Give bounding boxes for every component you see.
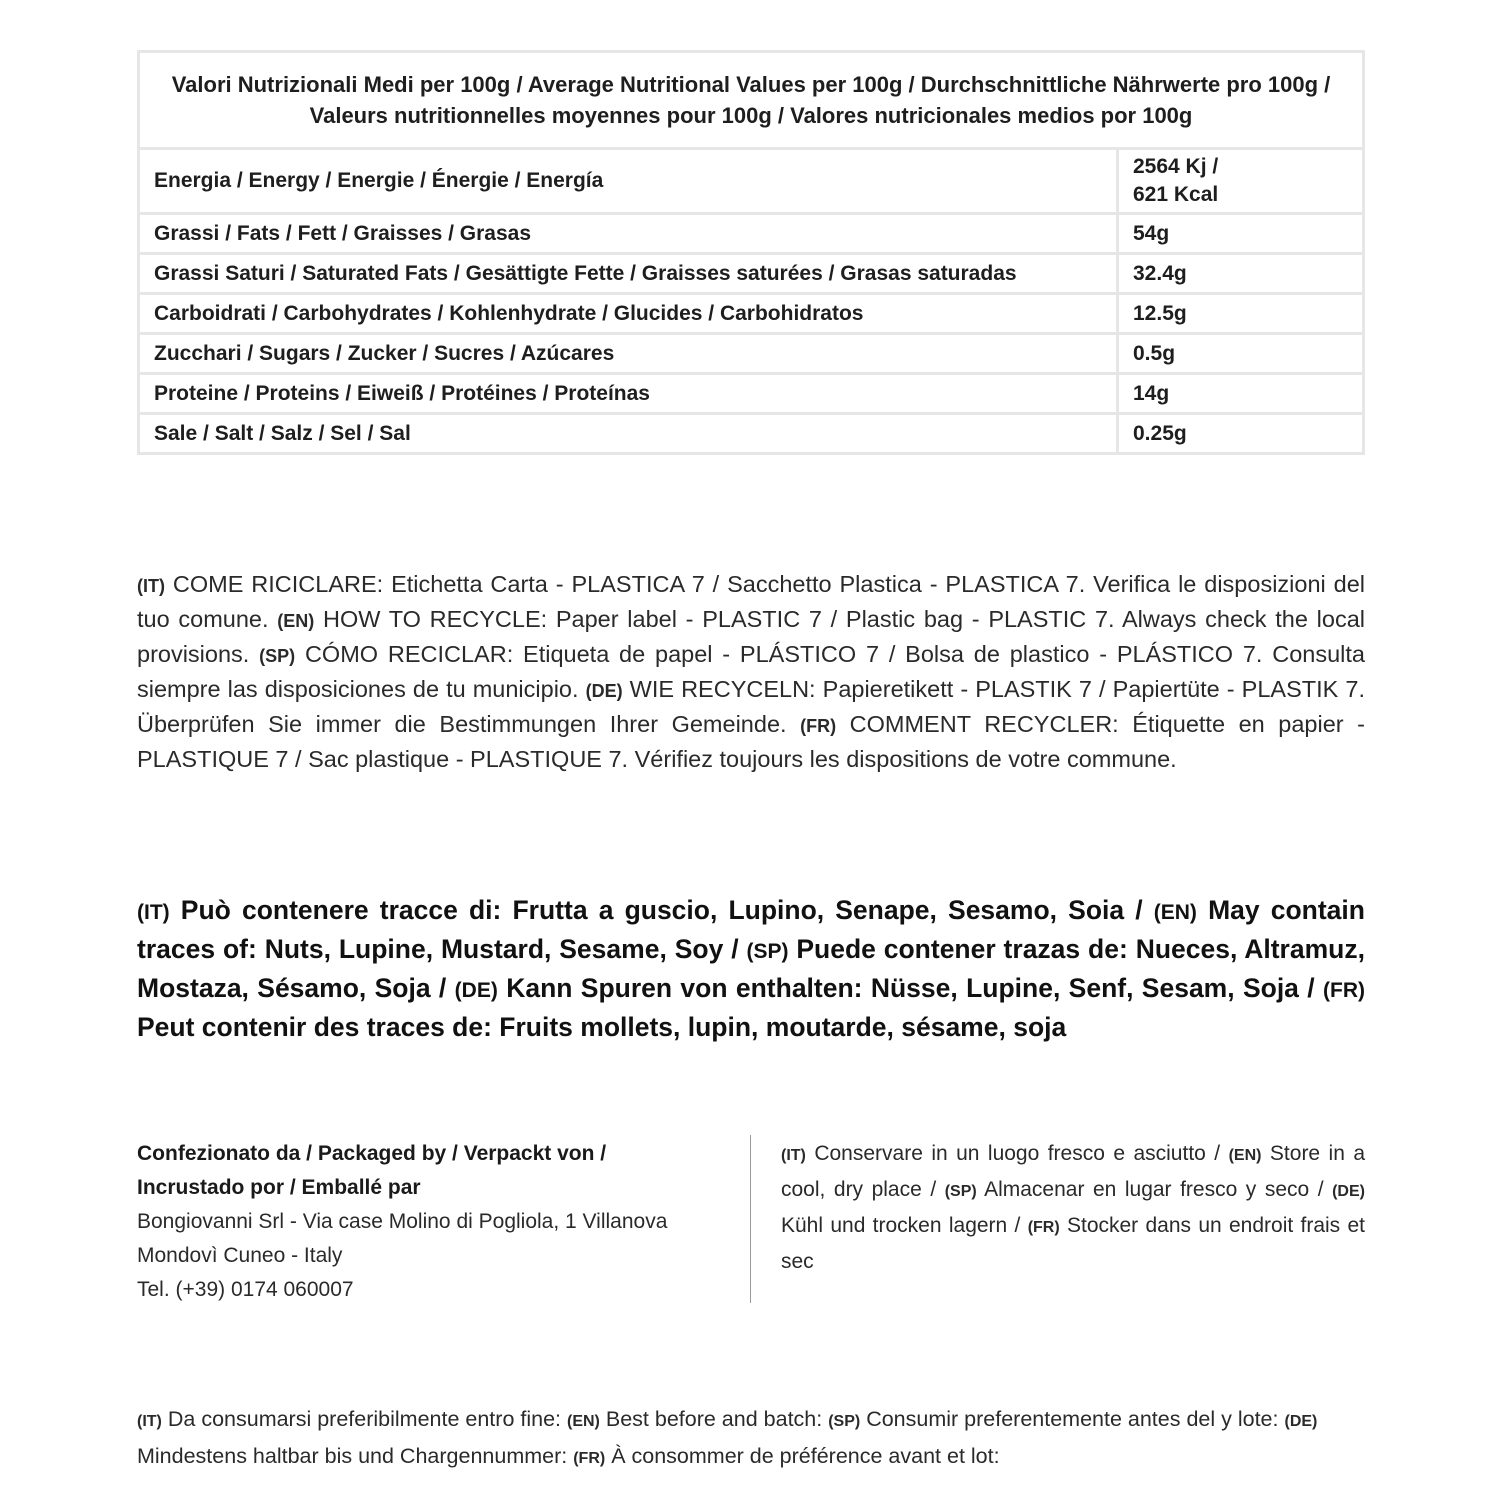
- recycling-sp-tag: (SP): [259, 646, 296, 666]
- nutrition-row-sugars: [139, 334, 1364, 374]
- recycling-it-tag: (IT): [137, 576, 165, 596]
- energy-kj: 2564 Kj /: [1133, 155, 1219, 178]
- recycling-it-text: COME RICICLARE: Etichetta Carta - PLASTICA 7 / Sacchetto Plastica - PLASTICA 7. Verifica le disposizioni del tuo comune.: [137, 571, 1366, 632]
- sugars-value: 0.5g: [1118, 334, 1364, 374]
- recycling-en-text: HOW TO RECYCLE: Paper label - PLASTIC 7 / Plastic bag - PLASTIC 7. Always check the local provisions.: [137, 606, 1365, 667]
- packaged-heading-line-1: Confezionato da / Packaged by / Verpackt von /: [137, 1142, 607, 1165]
- recycling-de-tag: (DE): [585, 681, 623, 701]
- traces-sp-tag: (SP): [746, 940, 789, 963]
- storage-de-tag: (DE): [1332, 1183, 1365, 1200]
- salt-label: Sale / Salt / Salz / Sel / Sal: [139, 414, 1118, 454]
- nutrition-row-fats: [139, 214, 1364, 254]
- packager-address-line-2: Mondovì Cuneo - Italy: [137, 1244, 343, 1267]
- nutrition-header: Valori Nutrizionali Medi per 100g / Average Nutritional Values per 100g / Durchschnittliche Nährwerte pro 100g / Valeurs nutritionnelles moyennes pour 100g / Valores nutricionales medios por 100g: [139, 52, 1364, 149]
- storage-fr-text: Stocker dans un endroit frais et sec: [781, 1214, 1365, 1273]
- storage-sp-tag: (SP): [944, 1183, 977, 1200]
- best-before-fr-text: À consommer de préférence avant et lot:: [611, 1444, 1000, 1468]
- traces-en-tag: (EN): [1153, 901, 1197, 924]
- best-before-en-tag: (EN): [567, 1413, 600, 1430]
- traces-fr-text: Peut contenir des traces de: Fruits mollets, lupin, moutarde, sésame, soja: [137, 1012, 1067, 1042]
- storage-it-text: Conservare in un luogo fresco e asciutto /: [814, 1142, 1221, 1165]
- salt-value: 0.25g: [1118, 414, 1364, 454]
- traces-en-text: May contain traces of: Nuts, Lupine, Mustard, Sesame, Soy /: [137, 895, 1365, 964]
- storage-de-text: Kühl und trocken lagern /: [781, 1214, 1021, 1237]
- recycling-sp-text: CÓMO RECICLAR: Etiqueta de papel - PLÁSTICO 7 / Bolsa de plastico - PLÁSTICO 7. Consulta siempre las disposiciones de tu municipio.: [137, 641, 1365, 702]
- packager-phone: Tel. (+39) 0174 060007: [137, 1278, 354, 1301]
- recycling-fr-text: COMMENT RECYCLER: Étiquette en papier - PLASTIQUE 7 / Sac plastique - PLASTIQUE 7. Vérifiez toujours les dispositions de votre commune.: [137, 711, 1365, 772]
- storage-it-tag: (IT): [781, 1147, 806, 1164]
- traces-sp-text: Puede contener trazas de: Nueces, Altramuz, Mostaza, Sésamo, Soja /: [137, 934, 1365, 1003]
- carbohydrates-label: Carboidrati / Carbohydrates / Kohlenhydrate / Glucides / Carbohidratos: [139, 294, 1118, 334]
- packager-address-line-1: Bongiovanni Srl - Via case Molino di Pogliola, 1 Villanova: [137, 1210, 668, 1233]
- fats-label: Grassi / Fats / Fett / Graisses / Grasas: [139, 214, 1118, 254]
- traces-it-tag: (IT): [137, 901, 170, 924]
- storage-en-tag: (EN): [1228, 1147, 1262, 1164]
- best-before-sp-tag: (SP): [828, 1413, 861, 1430]
- recycling-fr-tag: (FR): [800, 716, 837, 736]
- energy-kcal: 621 Kcal: [1133, 183, 1219, 206]
- energy-label: Energia / Energy / Energie / Énergie / Energía: [139, 149, 1118, 214]
- traces-de-text: Kann Spuren von enthalten: Nüsse, Lupine, Senf, Sesam, Soja /: [506, 973, 1315, 1003]
- column-divider: [750, 1135, 751, 1303]
- best-before-section: [137, 1402, 1365, 1476]
- nutrition-row-proteins: [139, 374, 1364, 414]
- allergen-traces: [137, 892, 1365, 1046]
- proteins-value: 14g: [1118, 374, 1364, 414]
- best-before-it-text: Da consumarsi preferibilmente entro fine:: [167, 1407, 562, 1431]
- storage-sp-text: Almacenar en lugar fresco y seco /: [984, 1178, 1324, 1201]
- nutrition-row-salt: [139, 414, 1364, 454]
- traces-it-text: Può contenere tracce di: Frutta a guscio, Lupino, Senape, Sesamo, Soia /: [180, 895, 1143, 925]
- best-before-en-text: Best before and batch:: [605, 1407, 823, 1431]
- nutrition-table: [137, 50, 1365, 455]
- packaged-heading-line-2: Incrustado por / Emballé par: [137, 1176, 421, 1199]
- recycling-instructions: [137, 568, 1365, 776]
- saturated-fats-label: Grassi Saturi / Saturated Fats / Gesättigte Fette / Graisses saturées / Grasas saturadas: [139, 254, 1118, 294]
- saturated-fats-value: 32.4g: [1118, 254, 1364, 294]
- nutrition-row-saturated-fats: [139, 254, 1364, 294]
- best-before-it-tag: (IT): [137, 1413, 162, 1430]
- nutrition-row-carbohydrates: [139, 294, 1364, 334]
- best-before-de-tag: (DE): [1284, 1413, 1318, 1430]
- nutrition-header-row: [139, 52, 1364, 149]
- storage-instructions: [781, 1137, 1365, 1279]
- best-before-sp-text: Consumir preferentemente antes del y lote:: [866, 1407, 1279, 1431]
- recycling-de-text: WIE RECYCELN: Papieretikett - PLASTIK 7 / Papiertüte - PLASTIK 7. Überprüfen Sie immer die Bestimmungen Ihrer Gemeinde.: [137, 676, 1365, 737]
- nutrition-row-energy: [139, 149, 1364, 214]
- fats-value: 54g: [1118, 214, 1364, 254]
- packaged-by: [137, 1137, 727, 1307]
- best-before-de-text: Mindestens haltbar bis und Chargennummer:: [137, 1444, 568, 1468]
- best-before-fr-tag: (FR): [573, 1450, 606, 1467]
- sugars-label: Zucchari / Sugars / Zucker / Sucres / Azúcares: [139, 334, 1118, 374]
- storage-en-text: Store in a cool, dry place /: [781, 1142, 1366, 1201]
- energy-value: [1118, 149, 1364, 214]
- proteins-label: Proteine / Proteins / Eiweiß / Protéines / Proteínas: [139, 374, 1118, 414]
- storage-fr-tag: (FR): [1027, 1219, 1060, 1236]
- carbohydrates-value: 12.5g: [1118, 294, 1364, 334]
- traces-fr-tag: (FR): [1323, 979, 1365, 1002]
- traces-de-tag: (DE): [454, 979, 498, 1002]
- recycling-en-tag: (EN): [277, 611, 315, 631]
